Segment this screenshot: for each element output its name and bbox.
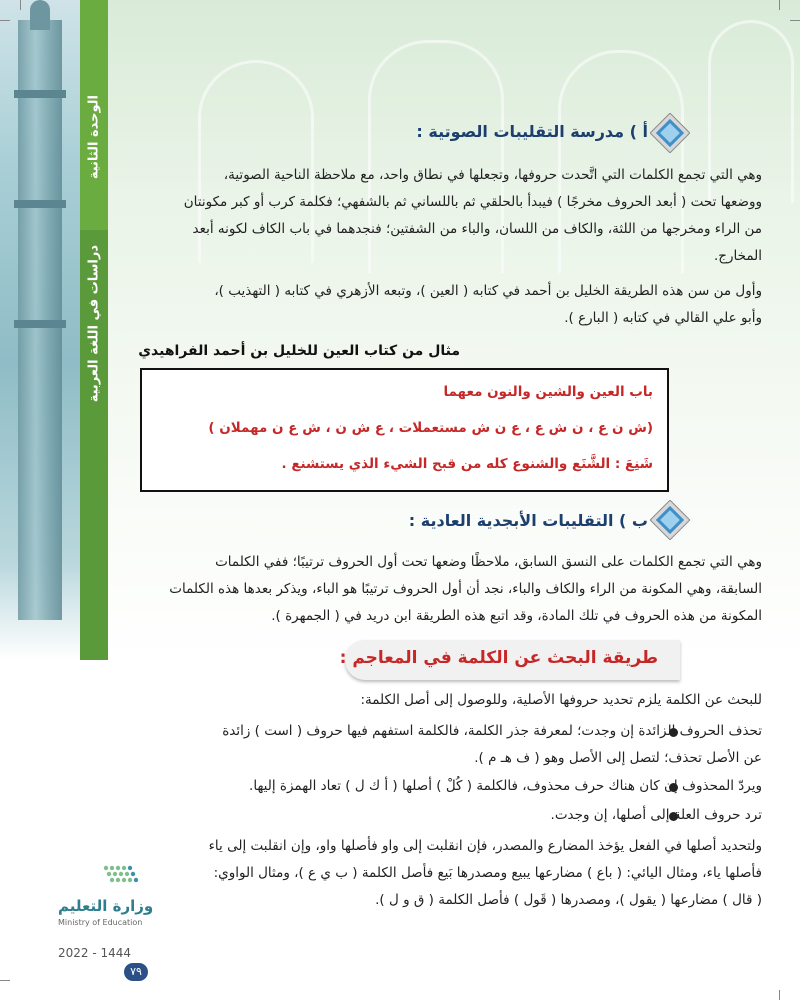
text-line: ( قال ) مضارعها ( يقول )، ومصدرها ( قَول ) فأصل الكلمة ( ق و ل ). (375, 892, 762, 908)
example-box (140, 368, 669, 492)
ministry-name-ar: وزارة التعليم (58, 897, 154, 915)
example-line: باب العين والشين والنون معهما (443, 384, 653, 400)
minaret-cap (30, 0, 50, 30)
text-line: ترد حروف العلة إلى أصلها، إن وجدت. (550, 807, 762, 823)
edition-year: 2022 - 1444 (58, 946, 132, 960)
section-a-paragraph-1 (122, 162, 762, 270)
example-line: شَنِعَ : الشَّنَع والشنوع كله من قبح الشيء الذي يستشنع . (281, 456, 653, 472)
crop-mark (0, 20, 10, 21)
minaret-band (14, 200, 66, 208)
crop-mark (779, 990, 780, 1000)
search-method-title: طريقة البحث عن الكلمة في المعاجم : (339, 648, 658, 668)
minaret-band (14, 90, 66, 98)
text-line: وهي التي تجمع الكلمات التي اتَّحدت حروفها، وتجعلها في نطاق واحد، مع ملاحظة الناحية الصوتية، (223, 167, 762, 183)
section-a-paragraph-2 (122, 278, 762, 332)
section-diamond-icon (650, 113, 690, 153)
example-caption: مثال من كتاب العين للخليل بن أحمد الفراهيدي (138, 343, 460, 359)
unit-label: الوحدة الثانية (86, 95, 102, 180)
text-line: وأبو علي القالي في كتابه ( البارع ). (564, 310, 762, 326)
text-line: وهي التي تجمع الكلمات على النسق السابق، ملاحظًا وضعها تحت أول الحروف ترتيبًا؛ ففي الكلمات (215, 554, 762, 570)
bullet-item (162, 802, 762, 829)
search-method-closing (122, 833, 762, 914)
section-b-paragraph (122, 549, 762, 630)
page-number: ٧٩ (124, 963, 148, 981)
example-line: (ش ن ع ، ن ش ع ، ع ن ش مستعملات ، ع ش ن ، ش ع ن مهملان ) (208, 420, 653, 436)
section-diamond-icon (650, 500, 690, 540)
bullet-item (162, 718, 762, 772)
ministry-logo-icon (100, 862, 150, 896)
crop-mark (790, 20, 800, 21)
text-line: ولتحديد أصلها في الفعل يؤخذ المضارع والمصدر، فإن انقلبت إلى واو فأصلها واو، وإن انقلبت إلى ياء (208, 838, 762, 854)
text-line: المكونة من هذه الحروف في تلك المادة، وقد اتبع هذه الطريقة ابن دريد في ( الجمهرة ). (271, 608, 762, 624)
bullet-item (162, 773, 762, 800)
crop-mark (20, 0, 21, 10)
text-line: فأصلها ياء، ومثال اليائي: ( باع ) مضارعها يبيع ومصدرها بَيع فأصل الكلمة ( ب ي ع )، ومثال الواوي: (213, 865, 762, 881)
minaret-band (14, 320, 66, 328)
search-method-intro: للبحث عن الكلمة يلزم تحديد حروفها الأصلية، وللوصول إلى أصل الكلمة: (360, 692, 762, 708)
section-a-title: أ ) مدرسة التقليبات الصوتية : (416, 122, 648, 141)
crop-mark (0, 980, 10, 981)
minaret-image (0, 0, 80, 660)
crop-mark (779, 0, 780, 10)
section-b-title: ب ) التقليبات الأبجدية العادية : (408, 511, 648, 530)
text-line: ووضعها تحت ( أبعد الحروف مخرجًا ) فيبدأ بالحلقي ثم باللساني ثم بالشفهي؛ فكلمة كرب أو كبر مكونتان (183, 194, 762, 210)
ministry-name-en: Ministry of Education (58, 918, 143, 927)
text-line: السابقة، وهي المكونة من الراء والكاف والباء، نجد أن أول الحروف ترتيبًا هو الباء، ويذكر بعدها هذه الكلمات (169, 581, 762, 597)
search-method-banner (339, 640, 680, 680)
subject-label: دراسات في اللغة العربية (86, 245, 102, 403)
text-line: من الراء ومخرجها من اللثة، والكاف من اللسان، والباء من الشفتين؛ فنجدهما في باب الكاف لكونه أبعد (192, 221, 762, 237)
text-line: ويردّ المحذوف إن كان هناك حرف محذوف، فالكلمة ( كُلْ ) أصلها ( أ ك ل ) تعاد الهمزة إليها. (249, 778, 762, 794)
text-line: المخارج. (713, 248, 762, 264)
text-line: تحذف الحروف الزائدة إن وجدت؛ لمعرفة جذر الكلمة، فالكلمة استفهم فيها حروف ( است ) زائدة (222, 723, 762, 739)
text-line: وأول من سن هذه الطريقة الخليل بن أحمد في كتابه ( العين )، وتبعه الأزهري في كتابه ( التهذيب )، (214, 283, 762, 299)
text-line: عن الأصل تحذف؛ لتصل إلى الأصل وهو ( ف هـ م ). (474, 750, 762, 766)
